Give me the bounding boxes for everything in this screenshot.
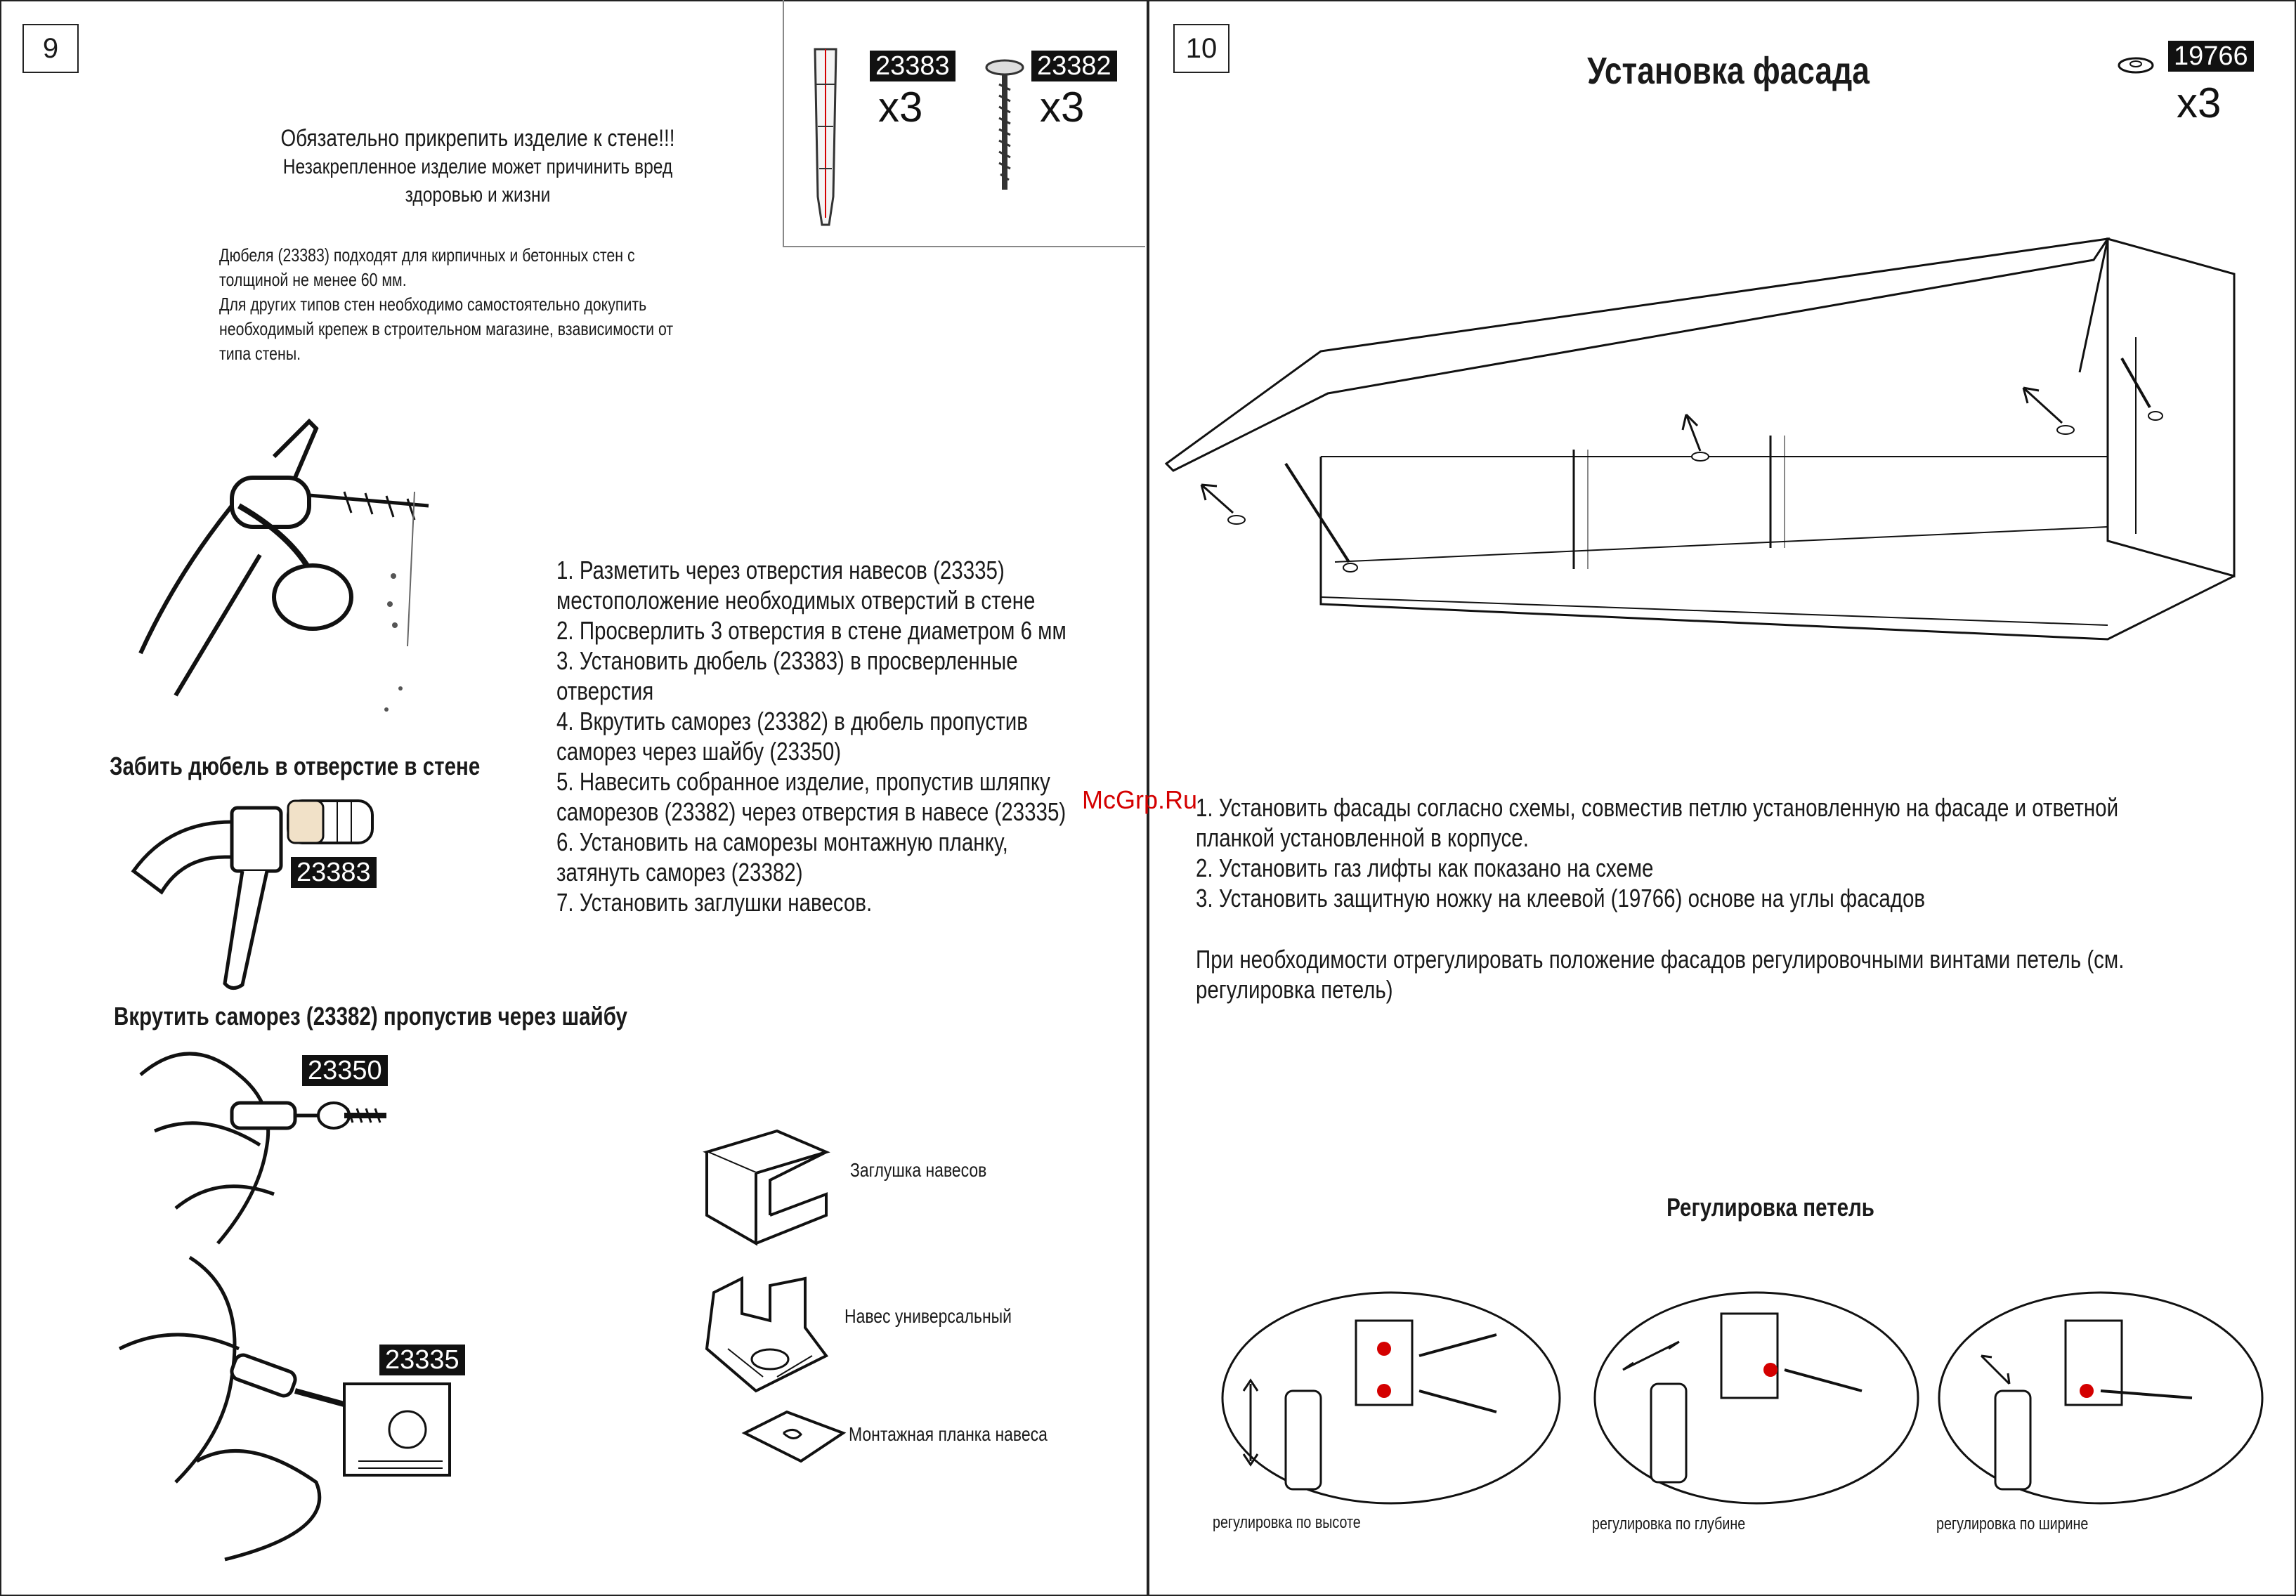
step-line: 7. Установить заглушки навесов. bbox=[556, 888, 873, 917]
bumper-icon bbox=[2115, 55, 2157, 76]
warning-line-2: здоровью и жизни bbox=[405, 183, 551, 207]
step-line: 2. Установить газ лифты как показано на схеме bbox=[1196, 853, 1654, 882]
page-number: 10 bbox=[1173, 24, 1229, 73]
part-qty-19766: x3 bbox=[2177, 79, 2222, 126]
step-line: 3. Установить защитную ножку на клеевой (19766) основе на углы фасадов bbox=[1196, 884, 1926, 913]
page-title: Установка фасада bbox=[1587, 50, 1870, 92]
watermark: McGrp.Ru bbox=[1082, 785, 1198, 814]
hammer-illustration bbox=[126, 787, 407, 998]
step-line: саморезов (23382) через отверстия в навесе (23335) bbox=[556, 797, 1067, 826]
step-line: планкой установленной в корпусе. bbox=[1196, 823, 1529, 852]
hinge-caption-height: регулировка по высоте bbox=[1213, 1513, 1361, 1532]
step-line: 5. Навесить собранное изделие, пропустив шляпку bbox=[556, 767, 1050, 796]
note-line: регулировка петель) bbox=[1196, 975, 1393, 1004]
washer-code-tag: 23350 bbox=[302, 1055, 388, 1086]
install-steps bbox=[556, 555, 1067, 917]
dowel-note bbox=[219, 243, 673, 366]
step-line: отверстия bbox=[556, 676, 654, 705]
hinge-width-illustration bbox=[1925, 1250, 2276, 1531]
note-line: При необходимости отрегулировать положение фасадов регулировочными винтами петель (см. bbox=[1196, 945, 2125, 974]
note-line: толщиной не менее 60 мм. bbox=[219, 269, 407, 290]
step-line: местоположение необходимых отверстий в стене bbox=[556, 586, 1036, 615]
hinge-heading: Регулировка петель bbox=[1666, 1193, 1874, 1222]
warning-line-1: Незакрепленное изделие может причинить вред bbox=[282, 155, 673, 178]
hinge-height-illustration bbox=[1215, 1250, 1581, 1531]
heading-dowel: Забить дюбель в отверстие в стене bbox=[110, 752, 481, 780]
hinge-caption-width: регулировка по ширине bbox=[1936, 1515, 2089, 1533]
step-line: 1. Установить фасады согласно схемы, совместив петлю установленную на фасаде и ответной bbox=[1196, 793, 2119, 822]
heading-screw: Вкрутить саморез (23382) пропустив через шайбу bbox=[114, 1002, 627, 1031]
screw-icon bbox=[984, 56, 1026, 197]
hinge-depth-illustration bbox=[1581, 1250, 1925, 1531]
step-line: 1. Разметить через отверстия навесов (23335) bbox=[556, 556, 1005, 584]
legend-label-plate: Монтажная планка навеса bbox=[849, 1423, 1048, 1445]
hinge-caption-depth: регулировка по глубине bbox=[1592, 1515, 1746, 1533]
page-number: 9 bbox=[22, 24, 79, 73]
hanger-code-tag: 23335 bbox=[379, 1345, 465, 1375]
adjust-note bbox=[1196, 944, 2124, 1005]
step-line: 4. Вкрутить саморез (23382) в дюбель пропустив bbox=[556, 707, 1028, 735]
part-code-23383: 23383 bbox=[870, 51, 955, 81]
drilling-illustration bbox=[133, 414, 499, 738]
dowel-code-tag: 23383 bbox=[291, 857, 377, 888]
mounting-plate-icon bbox=[738, 1405, 850, 1468]
hanger-cap-icon bbox=[700, 1124, 840, 1264]
facade-steps bbox=[1196, 792, 2118, 913]
note-line: Для других типов стен необходимо самостоятельно докупить bbox=[219, 294, 647, 315]
cabinet-illustration bbox=[1166, 232, 2248, 646]
part-code-19766: 19766 bbox=[2168, 41, 2254, 72]
step-line: 3. Установить дюбель (23383) в просверленные bbox=[556, 646, 1018, 675]
step-line: саморез через шайбу (23350) bbox=[556, 737, 842, 766]
universal-hanger-icon bbox=[700, 1271, 840, 1398]
legend-label-cap: Заглушка навесов bbox=[850, 1159, 987, 1181]
part-code-23382: 23382 bbox=[1031, 51, 1117, 81]
hanger-screw-illustration bbox=[105, 1250, 471, 1566]
step-line: затянуть саморез (23382) bbox=[556, 858, 803, 887]
legend-label-hanger: Навес универсальный bbox=[844, 1305, 1012, 1327]
part-qty-23383: x3 bbox=[878, 84, 923, 131]
note-line: необходимый крепеж в строительном магазине, взависимости от bbox=[219, 318, 674, 339]
note-line: Дюбеля (23383) подходят для кирпичных и бетонных стен с bbox=[219, 244, 635, 266]
note-line: типа стены. bbox=[219, 343, 301, 364]
dowel-icon bbox=[801, 42, 850, 239]
step-line: 2. Просверлить 3 отверстия в стене диаметром 6 мм bbox=[556, 616, 1067, 645]
part-qty-23382: x3 bbox=[1040, 84, 1085, 131]
warning-block bbox=[197, 124, 759, 209]
step-line: 6. Установить на саморезы монтажную планку, bbox=[556, 828, 1008, 856]
warning-title: Обязательно прикрепить изделие к стене!!! bbox=[280, 125, 675, 152]
